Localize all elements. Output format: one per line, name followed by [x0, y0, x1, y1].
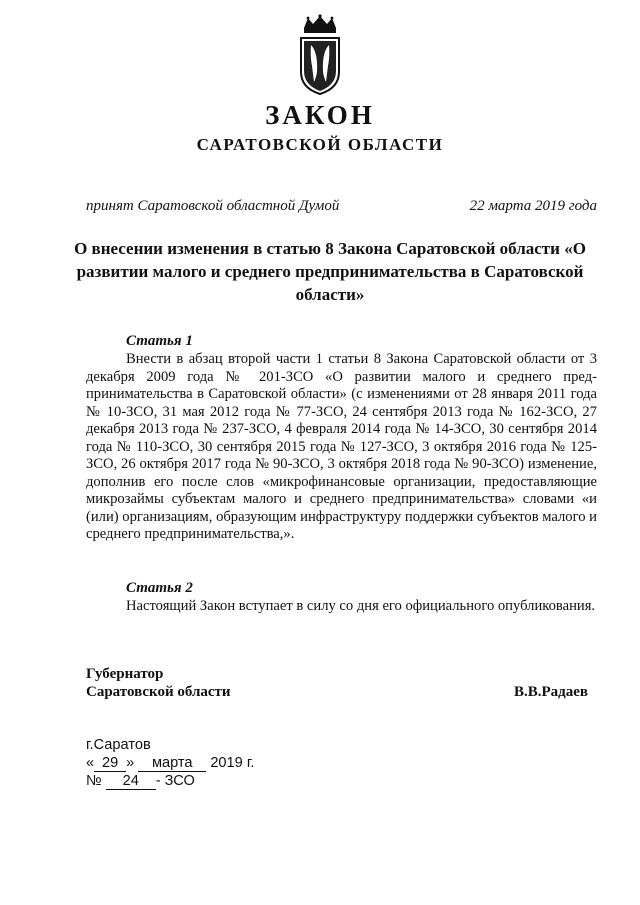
signatory-name: В.В.Радаев — [513, 684, 588, 700]
law-heading: О внесении изменения в статью 8 Закона Саратовской области «О развитии малого и среднего предпринимательства в Саратовской области» — [74, 239, 586, 304]
number-sign: № — [86, 773, 102, 789]
signatory-position-line2: Саратовской области — [86, 684, 231, 700]
footer-city: г.Саратов — [86, 737, 151, 753]
date-close-quote: » — [126, 755, 135, 771]
document-title: ЗАКОН — [265, 100, 375, 130]
date-month: марта — [138, 756, 206, 772]
article-2-text: Настоящий Закон вступает в силу со дня его официального опубликования. — [126, 598, 596, 614]
footer-number-line — [86, 773, 195, 790]
adoption-date: 22 марта 2019 года — [469, 198, 597, 214]
law-number: 24 — [106, 774, 156, 790]
date-day: 29 — [94, 756, 126, 772]
law-number-suffix: - ЗСО — [155, 773, 195, 789]
footer-date-line — [86, 755, 254, 772]
saratov-coat-of-arms-icon — [298, 14, 342, 96]
document-subtitle: САРАТОВСКОЙ ОБЛАСТИ — [196, 135, 444, 154]
date-year: 2019 г. — [210, 755, 255, 771]
article-1-title: Статья 1 — [126, 333, 193, 349]
adoption-body: принят Саратовской областной Думой — [86, 198, 340, 214]
article-2-title: Статья 2 — [126, 580, 193, 596]
date-open-quote: « — [86, 755, 95, 771]
signatory-position-line1: Губернатор — [86, 666, 164, 682]
article-1-text: Внести в абзац второй части 1 статьи 8 Закона Саратовской области от 3 декабря 2009 года № 201-ЗСО «О развитии малого и среднего предпринимательства в Саратовской области» (с изменениями от 28 января 2011 года № 10-ЗСО, 31 мая 2012 года № 77-ЗСО, 24 сентября 2013 года № 162-ЗСО, 27 декабря 2013 года № 237-ЗСО, 4 февраля 2014 года № 14-ЗСО, 30 сентября 2014 года № 110-ЗСО, 30 сентября 2015 года № 127-ЗСО, 3 октября 2016 года № 125-ЗСО, 26 октября 2017 года № 90-ЗСО, 3 октября 2018 года № 90-ЗСО) изменение, дополнив его после слов «микрофинансовые организации, предоставляющие микрозаймы субъектам малого и среднего предпринимательства» словами «и (или) организациям, образующим инфраструктуру поддержки субъектов малого и среднего предпринимательства,». — [86, 351, 597, 542]
